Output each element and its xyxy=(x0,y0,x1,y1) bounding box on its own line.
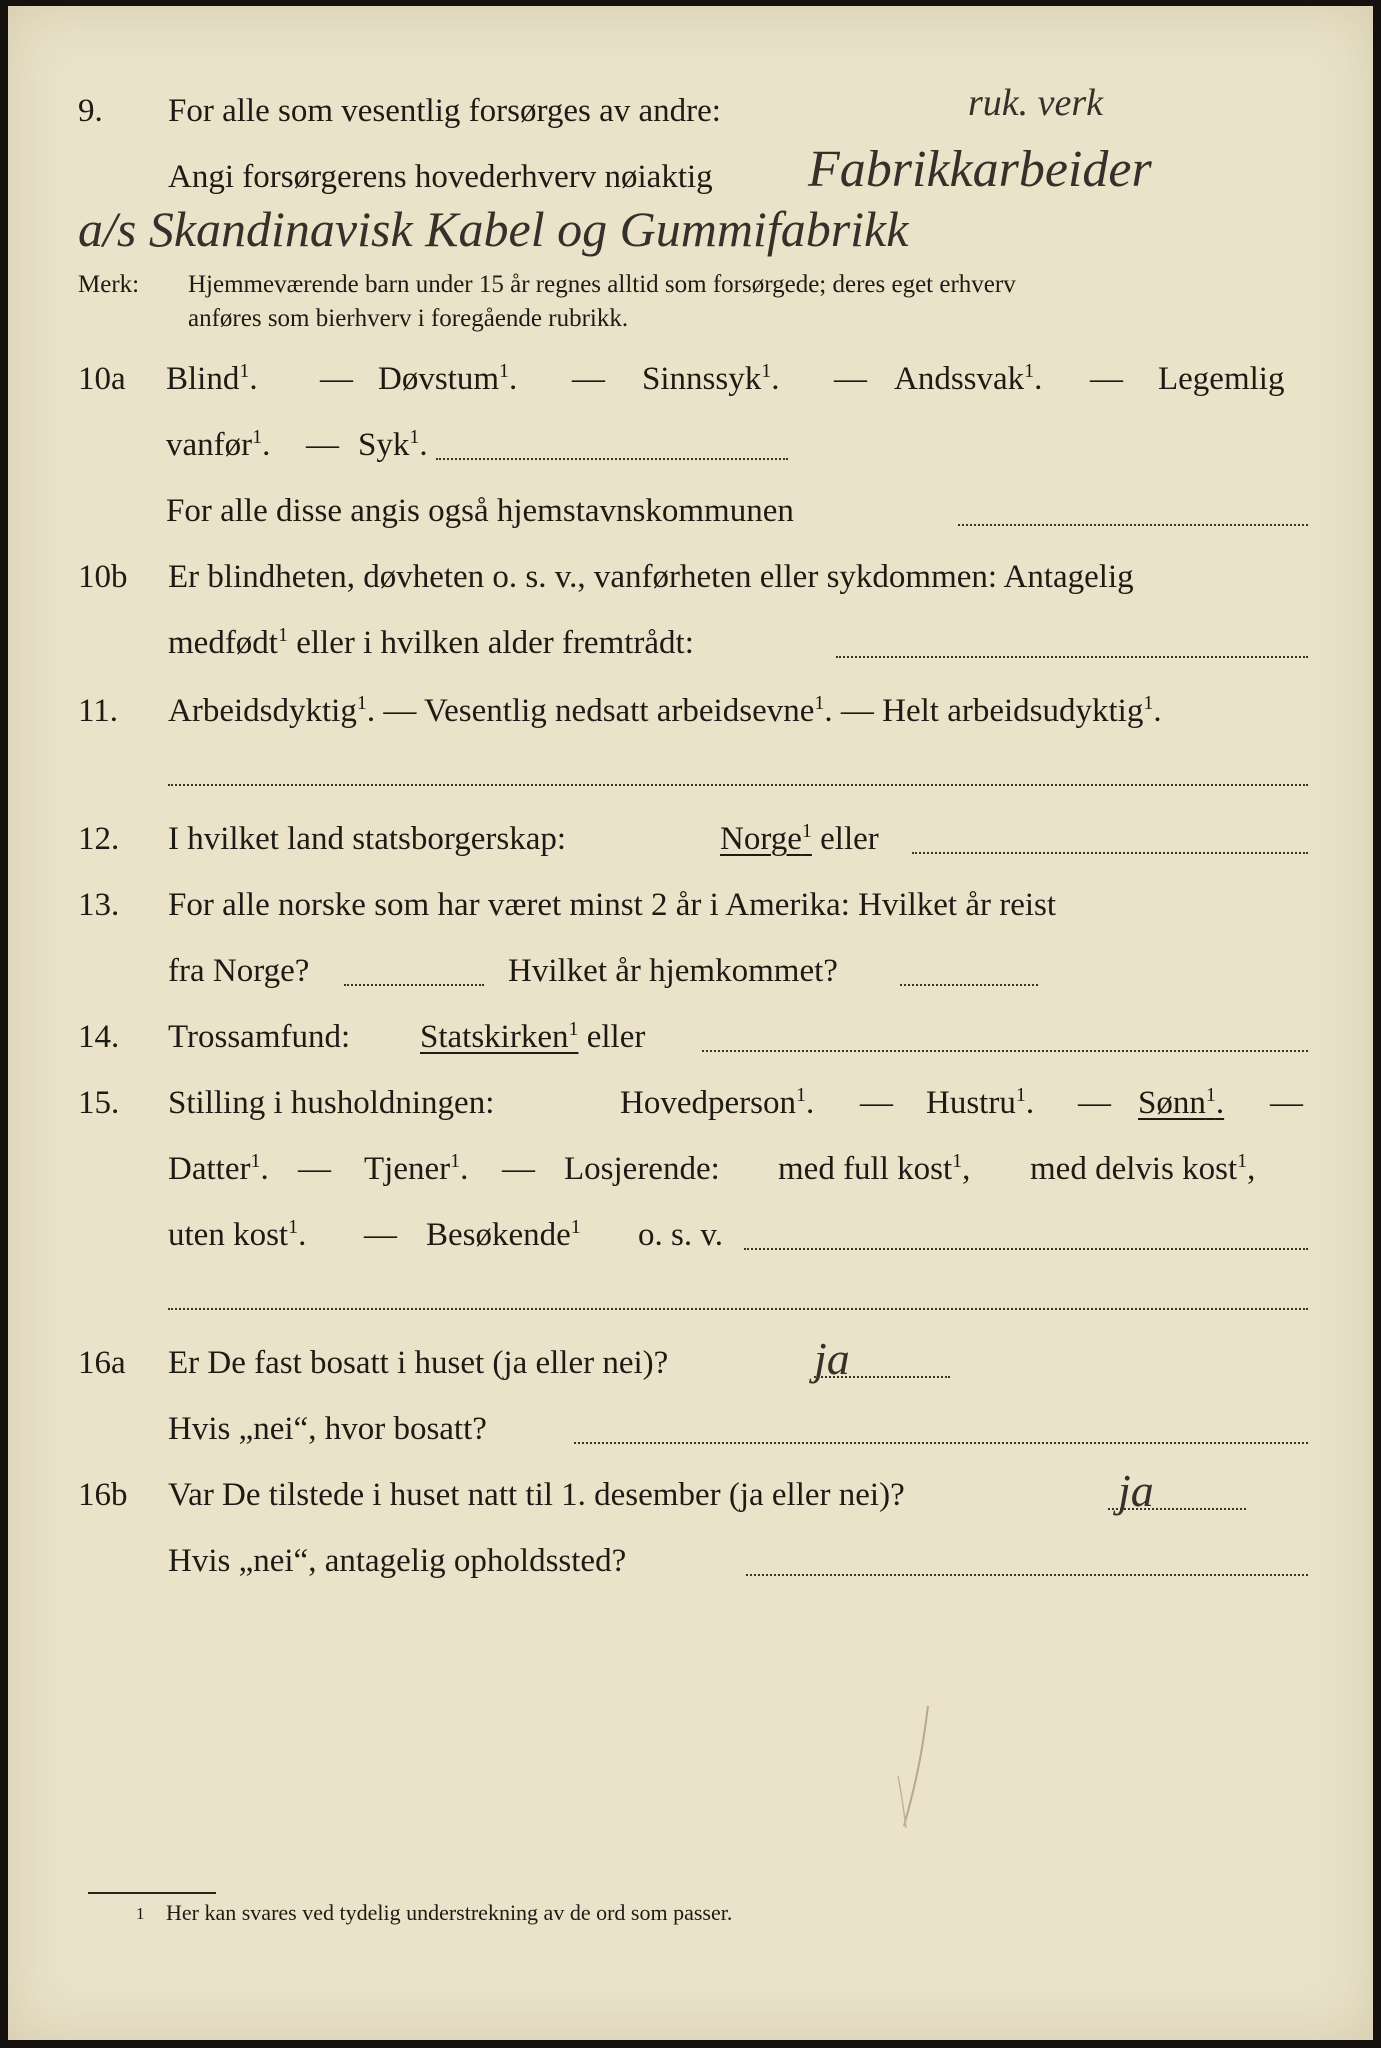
q10a-option-sinnssyk: Sinnssyk$^1$. xyxy=(642,360,780,397)
q9-handwritten-occupation: Fabrikkarbeider xyxy=(808,141,1152,198)
q10b-number: 10b xyxy=(78,559,128,595)
q15-option-sonn: Sønn$^1$. xyxy=(1138,1084,1225,1121)
q16a-followup: Hvis „nei“, hvor bosatt? xyxy=(168,1411,487,1447)
q15-number: 15. xyxy=(78,1085,120,1121)
q12-row xyxy=(8,814,1373,864)
q10a-line-3: For alle disse angis også hjemstavnskommunen xyxy=(166,493,794,529)
q13-line-1: For alle norske som har været minst 2 år i Amerika: Hvilket år reist xyxy=(168,887,1057,923)
q9-line-2: Angi forsørgerens hovederhverv nøiaktig xyxy=(168,159,713,195)
q10a-row-3 xyxy=(8,486,1373,536)
q10b-blank[interactable] xyxy=(836,656,1308,658)
merk-line-1: Hjemmeværende barn under 15 år regnes alltid som forsørgede; deres eget erhverv xyxy=(188,271,1016,298)
q10a-option-vanfor: vanfør$^1$. xyxy=(166,426,271,463)
q11-options: Arbeidsdyktig$^1$. — Vesentlig nedsatt arbeidsevne$^1$. — Helt arbeidsudyktig$^1$. xyxy=(168,692,1162,729)
q10a-option-legemlig: Legemlig xyxy=(1158,361,1285,397)
q10b-line-1: Er blindheten, døvheten o. s. v., vanførheten eller sykdommen: Antagelig xyxy=(168,559,1134,595)
q14-label: Trossamfund: xyxy=(168,1019,351,1055)
q14-row xyxy=(8,1012,1373,1062)
q10a-option-dovstum: Døvstum$^1$. xyxy=(378,360,518,397)
q14-blank[interactable] xyxy=(702,1050,1308,1052)
q12-blank[interactable] xyxy=(912,852,1308,854)
q15-row-1: 15. Stilling i husholdningen: Hovedperson$^1$. — Hustru$^1$. — Sønn$^1$. — xyxy=(8,1078,1373,1128)
q14-number: 14. xyxy=(78,1019,120,1055)
q10a-option-blind: Blind$^1$. xyxy=(166,360,258,397)
q16b-row-1 xyxy=(8,1465,1373,1520)
q16b-question: Var De tilstede i huset natt til 1. desember (ja eller nei)? xyxy=(168,1477,905,1513)
q10a-option-syk: Syk$^1$. xyxy=(358,426,428,463)
q13-number: 13. xyxy=(78,887,120,923)
q13-row-1 xyxy=(8,880,1373,930)
q15-option-delvis-kost: med delvis kost$^1$, xyxy=(1030,1150,1256,1187)
q16a-blank[interactable] xyxy=(814,1376,950,1378)
q15-option-tjener: Tjener$^1$. xyxy=(364,1150,469,1187)
footnote-text: Her kan svares ved tydelig understrekning av de ord som passer. xyxy=(166,1900,733,1925)
q15-option-full-kost: med full kost$^1$, xyxy=(778,1150,971,1187)
q13-row-2 xyxy=(8,946,1373,996)
q16b-row-2 xyxy=(8,1536,1373,1586)
q15-option-uten-kost: uten kost$^1$. xyxy=(168,1216,307,1253)
pencil-mark-icon xyxy=(878,1696,948,1846)
q9-row-1 xyxy=(8,82,1373,136)
q15-blank-2[interactable] xyxy=(168,1308,1308,1310)
q12-option-norge: Norge$^1$ eller xyxy=(720,820,879,857)
q10a-row-2: vanfør$^1$. — Syk$^1$. xyxy=(8,420,1373,470)
q12-label: I hvilket land statsborgerskap: xyxy=(168,821,567,857)
q10a-hometown-blank[interactable] xyxy=(958,524,1308,526)
q16b-number: 16b xyxy=(78,1477,128,1513)
q10b-row-2 xyxy=(8,618,1373,668)
q9-line-1: For alle som vesentlig forsørges av andre: xyxy=(168,93,721,129)
q15-blank-1[interactable] xyxy=(744,1248,1308,1250)
footnote-mark: 1 xyxy=(136,1904,145,1923)
q16a-number: 16a xyxy=(78,1345,126,1381)
q9-row-2 xyxy=(8,152,1373,202)
q16a-handwritten-answer: ja xyxy=(814,1333,850,1384)
q10a-number: 10a xyxy=(78,361,126,397)
q15-osv: o. s. v. xyxy=(638,1217,723,1253)
q15-row-2: Datter$^1$. — Tjener$^1$. — Losjerende: med full kost$^1$, med delvis kost$^1$, xyxy=(8,1144,1373,1194)
q11-number: 11. xyxy=(78,693,119,729)
q16a-row-2 xyxy=(8,1404,1373,1454)
q14-option-statskirken: Statskirken$^1$ eller xyxy=(420,1018,646,1055)
q16a-row-1 xyxy=(8,1333,1373,1388)
q13-left-blank[interactable] xyxy=(344,984,484,986)
q10a-syk-blank[interactable] xyxy=(436,458,788,460)
q15-option-datter: Datter$^1$. xyxy=(168,1150,269,1187)
merk-line-2: anføres som bierhverv i foregående rubrikk. xyxy=(188,305,629,332)
q13-right-question: Hvilket år hjemkommet? xyxy=(508,953,838,989)
q15-option-hovedperson: Hovedperson$^1$. xyxy=(620,1084,815,1121)
q15-losjerende: Losjerende: xyxy=(564,1151,720,1187)
q16b-handwritten-answer: ja xyxy=(1118,1465,1154,1516)
q15-option-hustru: Hustru$^1$. xyxy=(926,1084,1035,1121)
q9-handwritten-note: ruk. verk xyxy=(968,82,1104,124)
q16b-followup-blank[interactable] xyxy=(746,1574,1308,1576)
q10b-row-1 xyxy=(8,552,1373,602)
q16a-followup-blank[interactable] xyxy=(574,1442,1308,1444)
q12-number: 12. xyxy=(78,821,120,857)
footnote-rule xyxy=(88,1892,216,1894)
q16a-question: Er De fast bosatt i huset (ja eller nei)? xyxy=(168,1345,669,1381)
q13-right-blank[interactable] xyxy=(900,984,1038,986)
q10b-line-2: medfødt$^1$ eller i hvilken alder fremtrådt: xyxy=(168,624,694,661)
q15-row-3: uten kost$^1$. — Besøkende$^1$ o. s. v. xyxy=(8,1210,1373,1260)
q15-option-besokende: Besøkende$^1$ xyxy=(426,1216,581,1253)
q9-number: 9. xyxy=(78,93,103,129)
q11-blank[interactable] xyxy=(168,784,1308,786)
q11-row xyxy=(8,686,1373,736)
q13-left-question: fra Norge? xyxy=(168,953,310,989)
q16b-followup: Hvis „nei“, antagelig opholdssted? xyxy=(168,1543,627,1579)
q15-label: Stilling i husholdningen: xyxy=(168,1085,495,1121)
merk-label: Merk: xyxy=(78,271,140,298)
q9-handwritten-employer: a/s Skandinavisk Kabel og Gummifabrikk xyxy=(78,201,909,257)
census-form-page xyxy=(8,6,1373,2040)
q16b-blank[interactable] xyxy=(1108,1508,1246,1510)
q10a-option-andssvak: Andssvak$^1$. xyxy=(894,360,1043,397)
q10a-row-1: 10a Blind$^1$. — Døvstum$^1$. — Sinnssyk$^1$. — Andssvak$^1$. — Legemlig xyxy=(8,354,1373,404)
